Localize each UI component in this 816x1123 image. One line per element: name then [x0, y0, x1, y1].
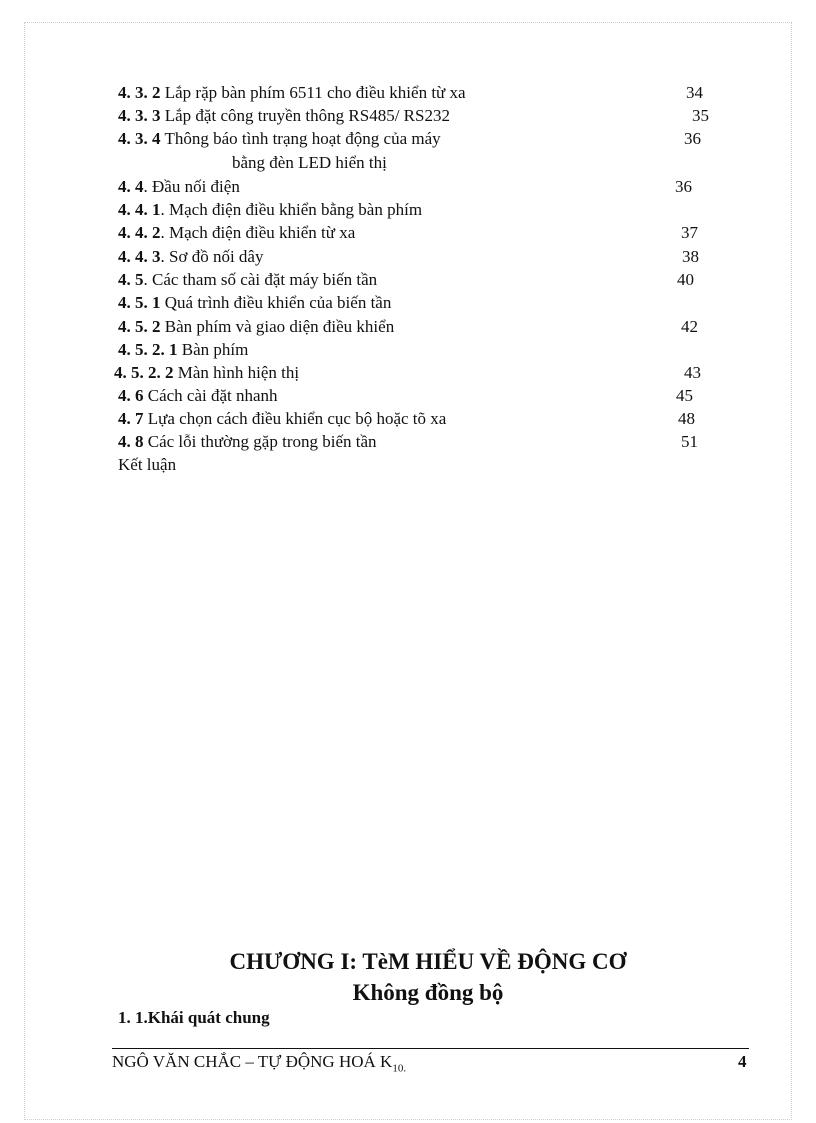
toc-number: 4. 5. 2. 2	[114, 363, 174, 382]
toc-item	[118, 222, 355, 244]
section-heading: 1. 1.Khái quát chung	[118, 1008, 270, 1027]
toc-item	[118, 246, 263, 268]
toc-title: Bàn phím và giao diện điều khiển	[160, 317, 395, 336]
footer-page-number: 4	[738, 1052, 747, 1071]
toc-page-number: 36	[675, 177, 692, 196]
toc-item	[118, 105, 450, 127]
toc-item	[118, 176, 240, 198]
footer-author-text: NGÔ VĂN CHẮC – TỰ ĐỘNG HOÁ K	[112, 1052, 393, 1071]
toc-page-number: 35	[692, 106, 709, 125]
toc-number: 4. 3. 2	[118, 83, 161, 102]
toc-title: Các lỗi thường gặp trong biến tần	[143, 432, 377, 451]
toc-item	[114, 362, 299, 384]
toc-number: 4. 5. 2. 1	[118, 340, 178, 359]
toc-page-number: 37	[681, 223, 698, 242]
toc-number: 4. 4. 2	[118, 223, 161, 242]
toc-page-number: 48	[678, 409, 695, 428]
toc-item	[118, 128, 441, 150]
toc-item	[118, 316, 394, 338]
toc-item	[118, 454, 176, 476]
chapter-subtitle: Không đồng bộ	[352, 980, 504, 1005]
toc-number: 4. 7	[118, 409, 144, 428]
toc-title: . Mạch điện điều khiển từ xa	[160, 223, 356, 242]
toc-number: 4. 5. 1	[118, 293, 161, 312]
toc-title: . Các tham số cài đặt máy biến tần	[143, 270, 378, 289]
toc-item	[118, 431, 377, 453]
toc-page-number: 42	[681, 317, 698, 336]
toc-title: Kết luận	[118, 455, 177, 474]
toc-page-number: 34	[686, 83, 703, 102]
toc-number: 4. 3. 3	[118, 106, 161, 125]
toc-item	[118, 408, 446, 430]
toc-page-number: 38	[682, 247, 699, 266]
footer-class-subscript: 10.	[392, 1062, 407, 1075]
toc-number: 4. 4. 3	[118, 247, 161, 266]
toc-title: bằng đèn LED hiển thị	[232, 153, 387, 172]
toc-number: 4. 4	[118, 177, 144, 196]
toc-title: . Sơ đồ nối dây	[160, 247, 264, 266]
toc-title: Bàn phím	[177, 340, 249, 359]
toc-number: 4. 8	[118, 432, 144, 451]
toc-title: . Mạch điện điều khiển bằng bàn phím	[160, 200, 423, 219]
toc-number: 4. 3. 4	[118, 129, 161, 148]
toc-item	[118, 385, 278, 407]
toc-title: . Đầu nối điện	[143, 177, 240, 196]
footer-author	[112, 1051, 406, 1079]
toc-item	[118, 292, 391, 314]
toc-item	[118, 199, 422, 221]
toc-title: Thông báo tình trạng hoạt động của máy	[160, 129, 441, 148]
toc-item	[118, 339, 248, 361]
toc-item	[118, 82, 466, 104]
toc-item-continuation	[232, 152, 387, 174]
toc-page-number: 45	[676, 386, 693, 405]
toc-title: Lắp rặp bàn phím 6511 cho điều khiển từ xa	[160, 83, 466, 102]
toc-page-number: 40	[677, 270, 694, 289]
toc-page-number: 36	[684, 129, 701, 148]
footer-divider	[112, 1048, 749, 1049]
toc-title: Lắp đặt công truyền thông RS485/ RS232	[160, 106, 450, 125]
toc-title: Lựa chọn cách điều khiển cục bộ hoặc tõ xa	[143, 409, 447, 428]
toc-number: 4. 6	[118, 386, 144, 405]
toc-title: Quá trình điều khiển của biến tần	[160, 293, 392, 312]
toc-page-number: 51	[681, 432, 698, 451]
toc-page-number: 43	[684, 363, 701, 382]
toc-title: Màn hình hiện thị	[173, 363, 300, 382]
toc-number: 4. 4. 1	[118, 200, 161, 219]
chapter-title: CHƯƠNG I: TèM HIỂU VỀ ĐỘNG CƠ	[229, 949, 627, 974]
toc-item	[118, 269, 377, 291]
toc-number: 4. 5. 2	[118, 317, 161, 336]
toc-number: 4. 5	[118, 270, 144, 289]
toc-title: Cách cài đặt nhanh	[143, 386, 278, 405]
